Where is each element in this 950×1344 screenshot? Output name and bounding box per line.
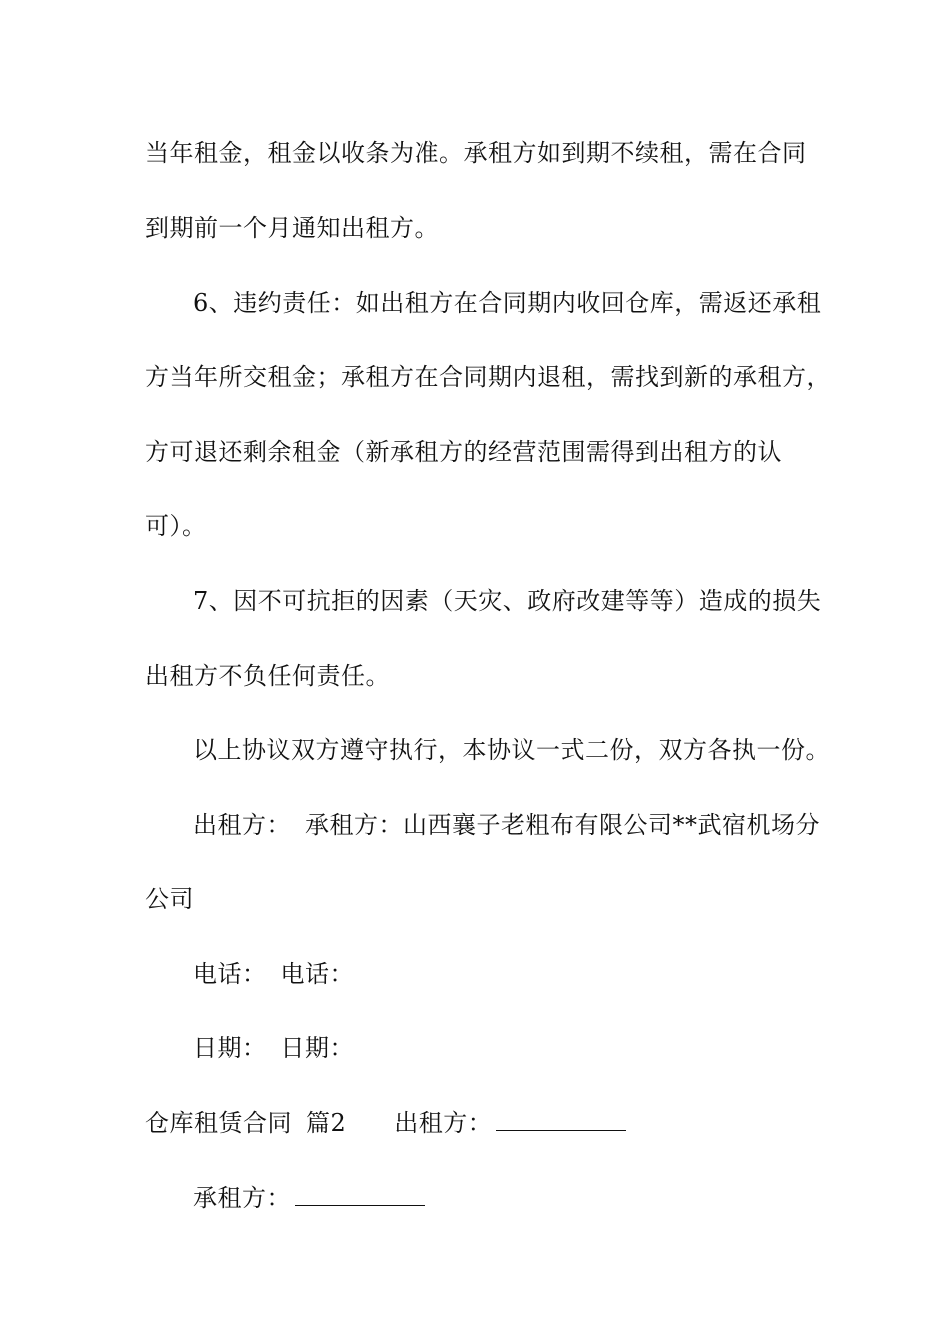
date-label: 日期： xyxy=(280,1034,354,1062)
paragraph-line: 方当年所交租金；承租方在合同期内退租，需找到新的承租方， xyxy=(145,363,831,391)
lessor-label: 出租方： xyxy=(394,1109,493,1137)
agreement-line: 以上协议双方遵守执行，本协议一式二份，双方各执一份。 xyxy=(193,736,830,764)
paragraph-line: 方可退还剩余租金（新承租方的经营范围需得到出租方的认 xyxy=(145,438,782,466)
phone-line xyxy=(193,958,354,990)
phone-label: 电话： xyxy=(280,960,354,988)
section-2-heading xyxy=(145,1107,626,1139)
section-part: 篇2 xyxy=(306,1109,347,1137)
signature-parties-line xyxy=(193,809,820,841)
lessor-blank xyxy=(496,1108,626,1131)
paragraph-line: 公司 xyxy=(145,885,194,913)
clause-7-line: 7、因不可抗拒的因素（天灾、政府改建等等）造成的损失 xyxy=(193,587,822,615)
section-title: 仓库租赁合同 xyxy=(145,1109,292,1137)
paragraph-line: 当年租金，租金以收条为准。承租方如到期不续租，需在合同 xyxy=(145,139,807,167)
lessee-label: 承租方： xyxy=(193,1184,291,1212)
lessee-blank xyxy=(295,1183,425,1206)
paragraph-line: 到期前一个月通知出租方。 xyxy=(145,214,439,242)
clause-6-line: 6、违约责任：如出租方在合同期内收回仓库，需返还承租 xyxy=(193,289,822,317)
lessee-label: 承租方：山西襄子老粗布有限公司**武宿机场分 xyxy=(305,811,820,839)
paragraph-line: 可）。 xyxy=(145,512,207,540)
phone-label: 电话： xyxy=(193,960,267,988)
date-label: 日期： xyxy=(193,1034,267,1062)
lessee-line xyxy=(193,1182,425,1214)
date-line xyxy=(193,1032,354,1064)
paragraph-line: 出租方不负任何责任。 xyxy=(145,662,390,690)
lessor-label: 出租方： xyxy=(193,811,291,839)
